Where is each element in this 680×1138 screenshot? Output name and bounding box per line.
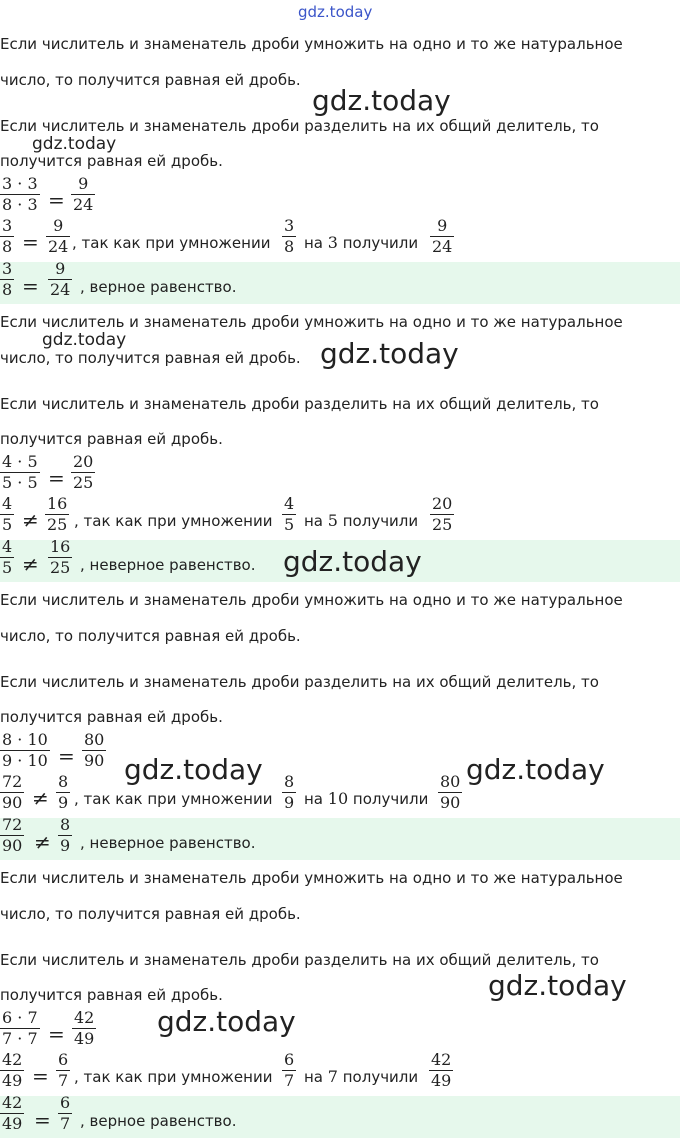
calc-result-fraction	[71, 453, 95, 491]
calc-denominator: 8 · 3	[2, 195, 38, 214]
answer-b-numerator: 9	[55, 259, 66, 278]
rule-multiply-line-2: число, то получится равная ей дробь.	[0, 71, 301, 89]
answer-fraction-a	[0, 538, 14, 576]
check-b-repeat-denominator: 7	[284, 1071, 295, 1090]
calc-result-denominator: 24	[73, 195, 94, 214]
check-fraction-a	[0, 495, 14, 533]
got-word: получили	[352, 790, 429, 808]
check-because-text: , так как при умножении	[74, 790, 273, 808]
check-b-numerator: 9	[53, 216, 64, 235]
calc-result-fraction	[72, 1009, 96, 1047]
check-operator: ≠	[32, 786, 49, 810]
watermark: gdz.today	[283, 545, 422, 578]
calc-fraction	[0, 731, 50, 769]
calc-equals: =	[48, 466, 65, 490]
check-fraction-b	[45, 495, 69, 533]
check-b-denominator: 9	[58, 793, 69, 812]
calc-equals: =	[48, 188, 65, 212]
answer-fraction-a	[0, 1094, 24, 1132]
rule-divide-line-2: получится равная ей дробь.	[0, 986, 223, 1004]
rule-divide-line-2: получится равная ей дробь.	[0, 708, 223, 726]
rule-multiply-line-1: Если числитель и знаменатель дроби умножить на одно и то же натуральное	[0, 591, 623, 609]
check-fraction-a-repeat	[282, 217, 296, 255]
answer-a-numerator: 72	[2, 815, 23, 834]
check-on-text	[304, 234, 418, 252]
check-a-denominator: 8	[2, 237, 13, 256]
on-word: на	[304, 234, 323, 252]
check-fraction-a	[0, 1051, 24, 1089]
check-b-repeat-numerator: 8	[284, 772, 295, 791]
check-operator: ≠	[22, 508, 39, 532]
rule-divide-line-1: Если числитель и знаменатель дроби разделить на их общий делитель, то	[0, 117, 599, 135]
check-fraction-b-repeat	[282, 773, 296, 811]
check-on-text	[304, 1068, 418, 1086]
check-a-numerator: 4	[2, 494, 13, 513]
check-because-text: , так как при умножении	[74, 1068, 273, 1086]
rule-divide-line-2: получится равная ей дробь.	[0, 430, 223, 448]
check-on-text	[304, 512, 418, 530]
calc-result-denominator: 49	[74, 1029, 95, 1048]
watermark: gdz.today	[157, 1005, 296, 1038]
check-operator: =	[32, 1064, 49, 1088]
check-b-denominator: 25	[47, 515, 68, 534]
calc-result-fraction	[82, 731, 106, 769]
answer-a-numerator: 3	[2, 259, 13, 278]
calc-numerator: 6 · 7	[2, 1008, 38, 1027]
answer-fraction-a	[0, 260, 14, 298]
calc-denominator: 7 · 7	[2, 1029, 38, 1048]
check-a-numerator: 42	[2, 1050, 23, 1069]
check-result-numerator: 42	[431, 1050, 452, 1069]
check-a-denominator: 5	[2, 515, 13, 534]
answer-text: , верное равенство.	[80, 1112, 237, 1130]
answer-fraction-a	[0, 816, 24, 854]
watermark-top: gdz.today	[298, 3, 373, 21]
check-result-numerator: 20	[432, 494, 453, 513]
answer-b-denominator: 25	[50, 558, 71, 577]
answer-b-denominator: 9	[60, 836, 71, 855]
check-fraction-b-repeat	[282, 1051, 296, 1089]
answer-fraction-b	[58, 816, 72, 854]
check-fraction-result	[429, 1051, 453, 1089]
check-fraction-a	[0, 773, 24, 811]
calc-result-numerator: 9	[78, 174, 89, 193]
answer-text: , неверное равенство.	[80, 834, 256, 852]
answer-a-numerator: 4	[2, 537, 13, 556]
calc-numerator: 4 · 5	[2, 452, 38, 471]
watermark: gdz.today	[42, 330, 127, 350]
answer-operator: =	[22, 274, 39, 298]
answer-a-denominator: 49	[2, 1114, 23, 1133]
answer-operator: ≠	[34, 830, 51, 854]
check-a-repeat-denominator: 5	[284, 515, 295, 534]
got-word: получили	[342, 234, 419, 252]
got-word: получили	[342, 1068, 419, 1086]
rule-multiply-line-1: Если числитель и знаменатель дроби умножить на одно и то же натуральное	[0, 35, 623, 53]
calc-equals: =	[48, 1022, 65, 1046]
check-result-denominator: 25	[432, 515, 453, 534]
calc-result-numerator: 80	[84, 730, 105, 749]
check-result-denominator: 90	[440, 793, 461, 812]
answer-b-denominator: 24	[50, 280, 71, 299]
calc-result-denominator: 90	[84, 751, 105, 770]
on-word: на	[304, 512, 323, 530]
calc-fraction	[0, 175, 40, 213]
check-b-denominator: 24	[48, 237, 69, 256]
answer-text: , неверное равенство.	[80, 556, 256, 574]
calc-equals: =	[58, 744, 75, 768]
rule-multiply-line-1: Если числитель и знаменатель дроби умножить на одно и то же натуральное	[0, 869, 623, 887]
calc-numerator: 3 · 3	[2, 174, 38, 193]
answer-a-numerator: 42	[2, 1093, 23, 1112]
rule-multiply-line-2: число, то получится равная ей дробь.	[0, 627, 301, 645]
answer-text: , верное равенство.	[80, 278, 237, 296]
multiplier: 7	[327, 1067, 338, 1086]
watermark: gdz.today	[488, 969, 627, 1002]
calc-result-numerator: 20	[73, 452, 94, 471]
answer-b-numerator: 8	[60, 815, 71, 834]
answer-fraction-b	[48, 260, 72, 298]
check-b-repeat-numerator: 9	[437, 216, 448, 235]
check-b-numerator: 16	[47, 494, 68, 513]
answer-a-denominator: 5	[2, 558, 13, 577]
check-a-numerator: 3	[2, 216, 13, 235]
check-fraction-a	[0, 217, 14, 255]
rule-multiply-line-2: число, то получится равная ей дробь.	[0, 349, 301, 367]
rule-divide-line-2: получится равная ей дробь.	[0, 152, 223, 170]
answer-operator: ≠	[22, 552, 39, 576]
on-word: на	[304, 790, 323, 808]
calc-result-denominator: 25	[73, 473, 94, 492]
got-word: получили	[342, 512, 419, 530]
check-a-repeat-numerator: 4	[284, 494, 295, 513]
check-fraction-b-repeat	[430, 217, 454, 255]
check-b-numerator: 8	[58, 772, 69, 791]
answer-operator: =	[34, 1108, 51, 1132]
answer-b-denominator: 7	[60, 1114, 71, 1133]
check-fraction-b	[46, 217, 70, 255]
check-b-repeat-numerator: 6	[284, 1050, 295, 1069]
watermark: gdz.today	[124, 753, 263, 786]
rule-divide-line-1: Если числитель и знаменатель дроби разделить на их общий делитель, то	[0, 395, 599, 413]
check-because-text: , так как при умножении	[72, 234, 271, 252]
multiplier: 3	[327, 233, 338, 252]
watermark: gdz.today	[466, 753, 605, 786]
check-b-repeat-denominator: 24	[432, 237, 453, 256]
answer-fraction-b	[48, 538, 72, 576]
check-fraction-result	[438, 773, 462, 811]
calc-result-numerator: 42	[74, 1008, 95, 1027]
answer-a-denominator: 8	[2, 280, 13, 299]
calc-numerator: 8 · 10	[2, 730, 48, 749]
check-b-denominator: 7	[58, 1071, 69, 1090]
watermark: gdz.today	[32, 134, 117, 154]
watermark: gdz.today	[320, 337, 459, 370]
check-result-denominator: 49	[431, 1071, 452, 1090]
multiplier: 10	[327, 789, 349, 808]
multiplier: 5	[327, 511, 338, 530]
answer-b-numerator: 16	[50, 537, 71, 556]
check-fraction-result	[430, 495, 454, 533]
rule-multiply-line-2: число, то получится равная ей дробь.	[0, 905, 301, 923]
check-a-repeat-numerator: 3	[284, 216, 295, 235]
watermark: gdz.today	[312, 84, 451, 117]
check-operator: =	[22, 230, 39, 254]
rule-divide-line-1: Если числитель и знаменатель дроби разделить на их общий делитель, то	[0, 673, 599, 691]
check-a-numerator: 72	[2, 772, 23, 791]
check-result-numerator: 80	[440, 772, 461, 791]
calc-denominator: 9 · 10	[2, 751, 48, 770]
check-because-text: , так как при умножении	[74, 512, 273, 530]
check-fraction-b	[56, 773, 70, 811]
check-a-repeat-denominator: 8	[284, 237, 295, 256]
calc-denominator: 5 · 5	[2, 473, 38, 492]
check-b-repeat-denominator: 9	[284, 793, 295, 812]
answer-fraction-b	[58, 1094, 72, 1132]
calc-fraction	[0, 453, 40, 491]
rule-multiply-line-1: Если числитель и знаменатель дроби умножить на одно и то же натуральное	[0, 313, 623, 331]
rule-divide-line-1: Если числитель и знаменатель дроби разделить на их общий делитель, то	[0, 951, 599, 969]
on-word: на	[304, 1068, 323, 1086]
check-fraction-a-repeat	[282, 495, 296, 533]
answer-a-denominator: 90	[2, 836, 23, 855]
answer-b-numerator: 6	[60, 1093, 71, 1112]
check-a-denominator: 49	[2, 1071, 23, 1090]
check-a-denominator: 90	[2, 793, 23, 812]
check-b-numerator: 6	[58, 1050, 69, 1069]
calc-result-fraction	[71, 175, 95, 213]
check-fraction-b	[56, 1051, 70, 1089]
calc-fraction	[0, 1009, 40, 1047]
check-on-text	[304, 790, 428, 808]
